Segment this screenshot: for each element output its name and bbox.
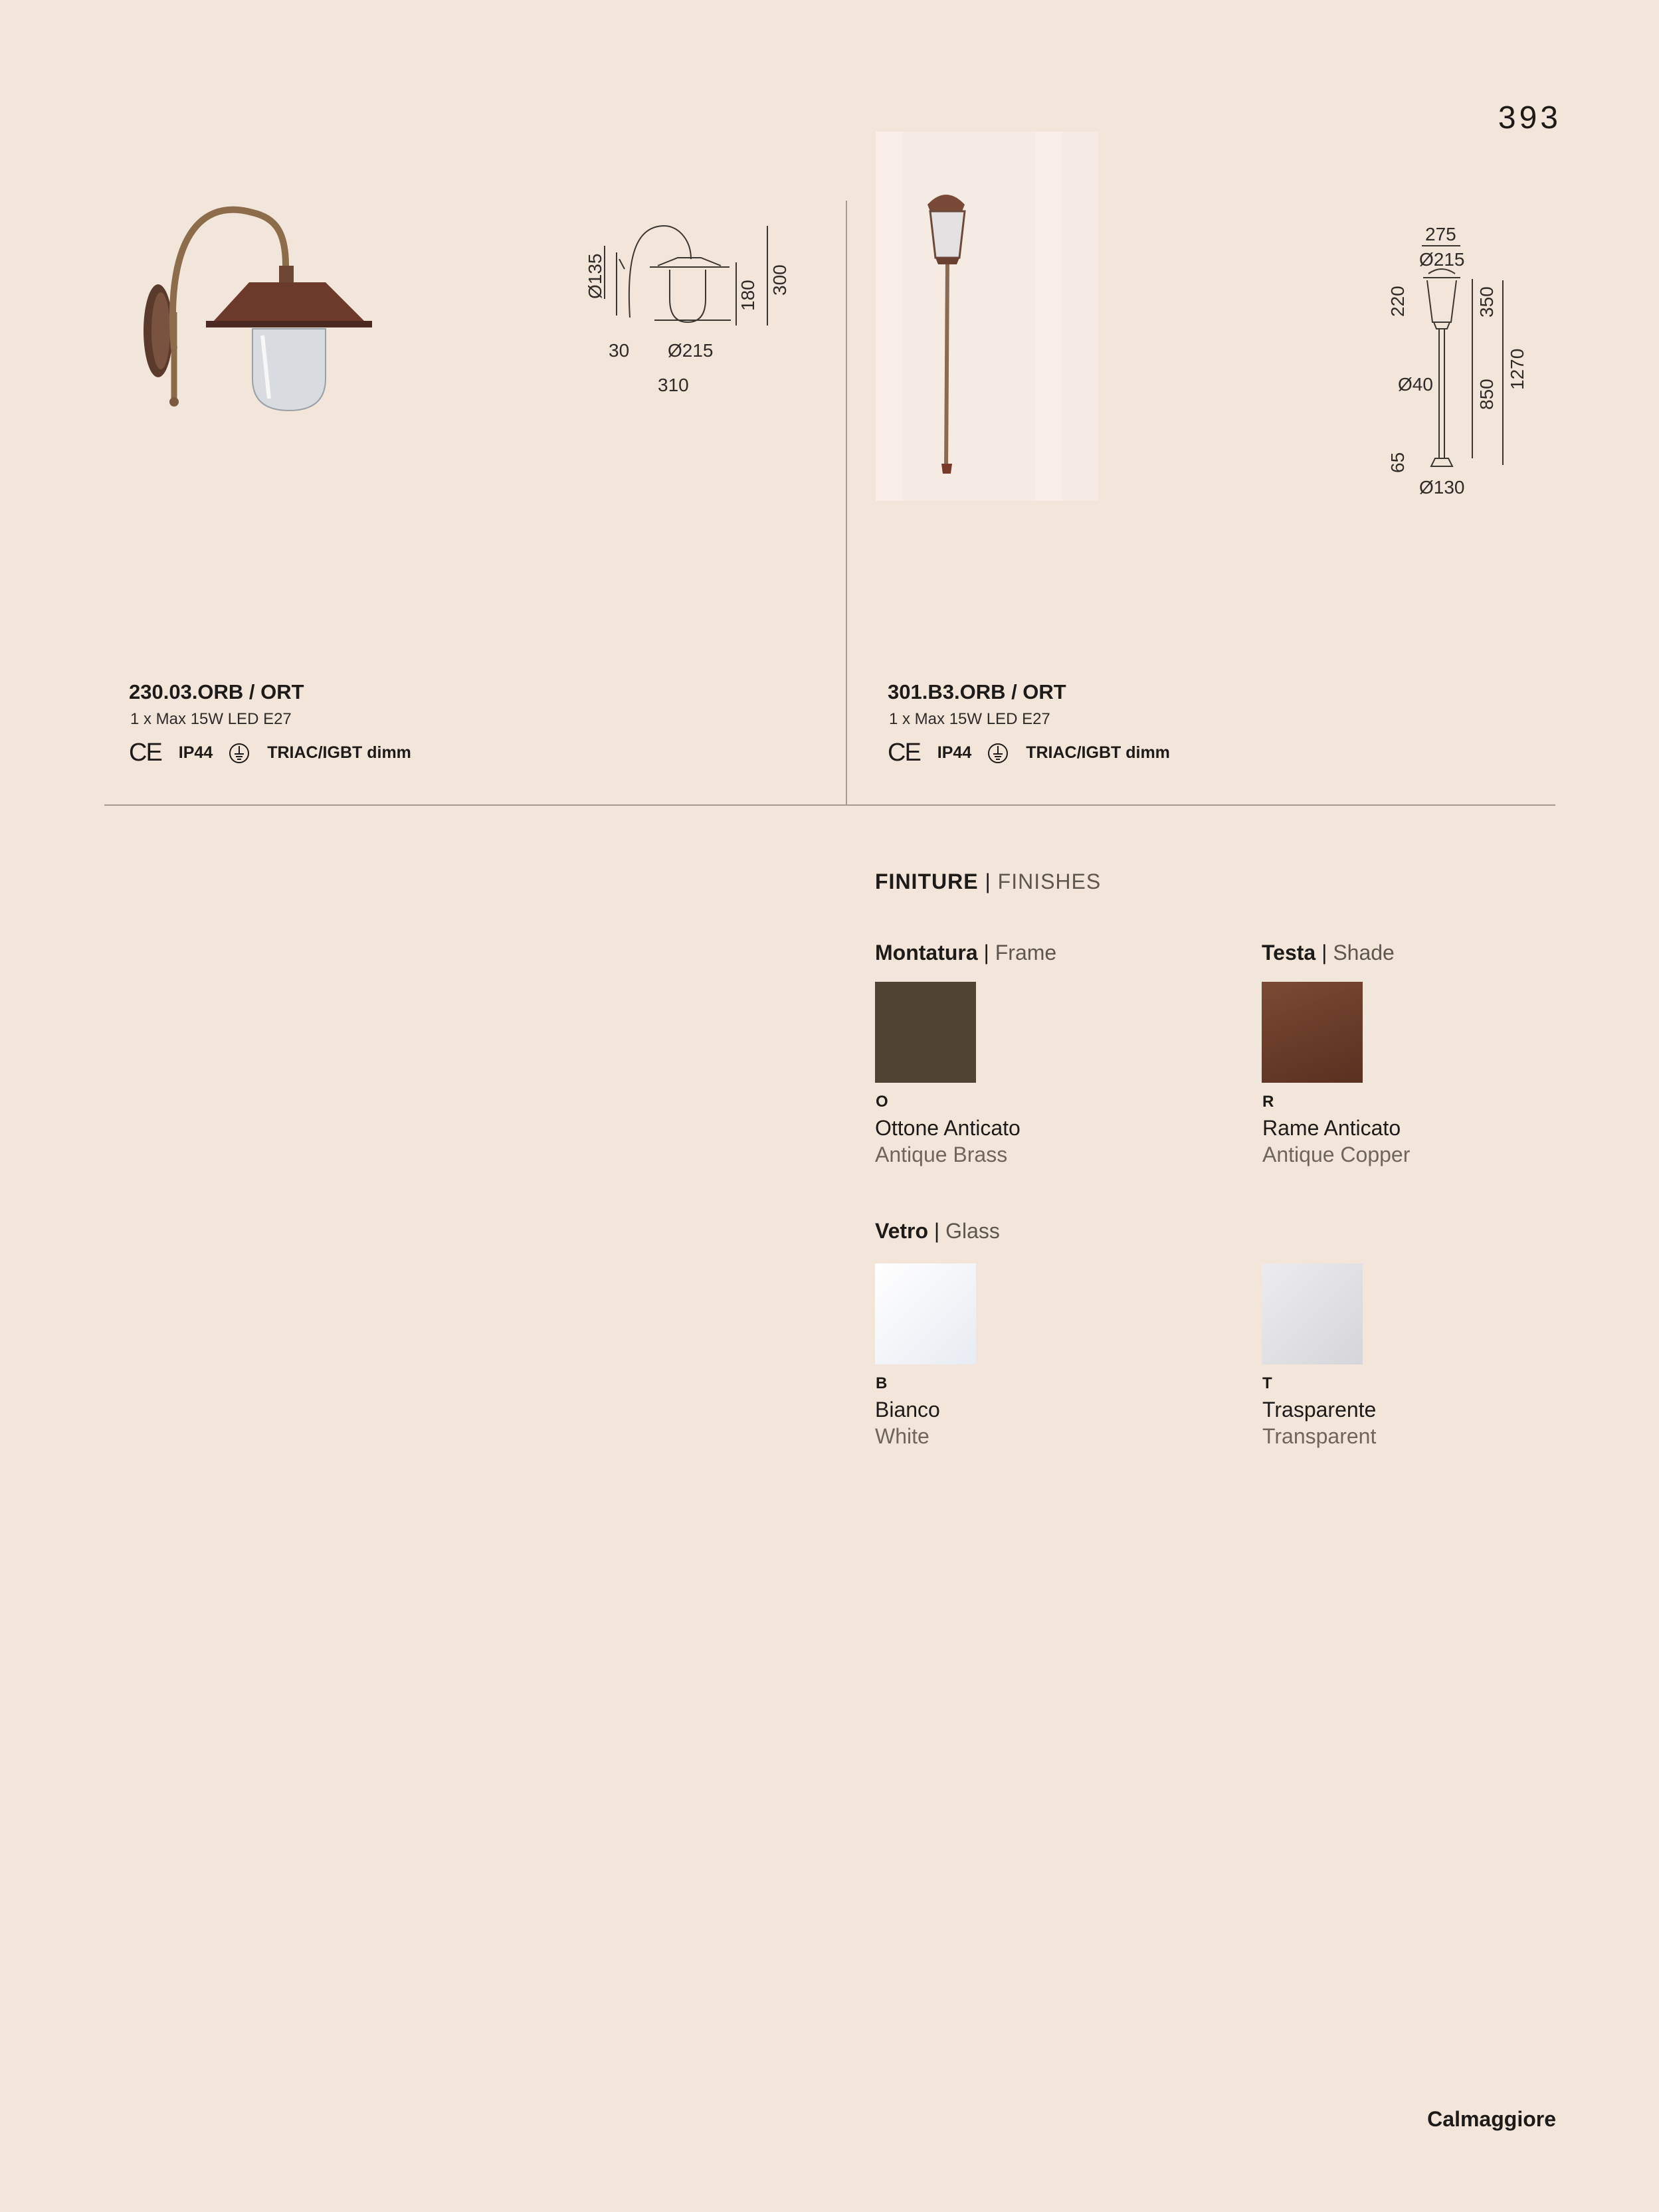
dim-height-300: 300 [769,264,790,296]
finish-code: T [1262,1374,1272,1392]
product-spec: 1 x Max 15W LED E27 [130,710,292,728]
dimming-label: TRIAC/IGBT dimm [267,743,411,762]
dim-height-180: 180 [737,280,758,311]
swatch-transparent [1262,1263,1363,1364]
dim-diameter-215: Ø215 [668,340,714,361]
ce-mark: CE [129,739,161,767]
finish-code: R [1262,1093,1274,1111]
finish-name-it: Trasparente [1262,1398,1377,1422]
finish-name-it: Bianco [875,1398,940,1422]
dim-height-220: 220 [1387,286,1408,317]
certification-badges [888,739,1170,767]
finish-name-it: Ottone Anticato [875,1116,1021,1140]
dim-width-30: 30 [609,340,630,361]
swatch-antique-copper [1262,982,1363,1083]
brand-name: Calmaggiore [1427,2107,1556,2131]
finish-name-en: Antique Copper [1262,1143,1411,1166]
certification-badges [129,739,411,767]
wall-lantern-photo [126,199,379,418]
dimming-label: TRIAC/IGBT dimm [1026,743,1170,762]
dim-diameter-215-top: Ø215 [1419,249,1465,270]
dim-height-1270: 1270 [1507,348,1527,390]
finish-name-en: Transparent [1262,1424,1377,1448]
dim-diameter-40: Ø40 [1398,374,1433,395]
dim-width-275: 275 [1425,224,1456,244]
product-spec: 1 x Max 15W LED E27 [889,710,1050,728]
dim-height-850: 850 [1476,379,1497,410]
dim-height-350: 350 [1476,286,1497,318]
product-code: 230.03.ORB / ORT [129,680,304,703]
dim-diameter-135: Ø135 [585,253,605,299]
finish-code: O [876,1093,888,1111]
ce-mark: CE [888,739,920,767]
frame-group-title: Montatura | Frame [875,941,1057,965]
finish-name-en: Antique Brass [875,1143,1008,1166]
finish-code: B [876,1374,888,1392]
finishes-title-en: FINISHES [997,870,1102,893]
finish-name-en: White [875,1424,929,1448]
page-number: 393 [1498,100,1561,136]
shade-group-title: Testa | Shade [1262,941,1395,965]
title-separator: | [985,870,991,893]
finishes-title [875,870,1101,894]
horizontal-divider [104,804,1555,806]
swatch-white [875,1263,976,1364]
product-code: 301.B3.ORB / ORT [888,680,1066,703]
ground-symbol-icon [987,743,1009,764]
swatch-antique-brass [875,982,976,1083]
glass-group-title: Vetro | Glass [875,1219,1000,1243]
ground-symbol-icon [229,743,250,764]
finish-name-it: Rame Anticato [1262,1116,1401,1140]
ip-rating: IP44 [937,743,972,762]
dim-height-65: 65 [1387,452,1408,473]
dim-diameter-130: Ø130 [1419,477,1465,498]
dim-width-310: 310 [658,375,689,395]
vertical-divider [846,201,847,805]
finishes-title-it: FINITURE [875,870,979,893]
wall-lantern-drawing [585,213,784,345]
ip-rating: IP44 [178,743,213,762]
bollard-lamp-photo [876,132,1099,501]
